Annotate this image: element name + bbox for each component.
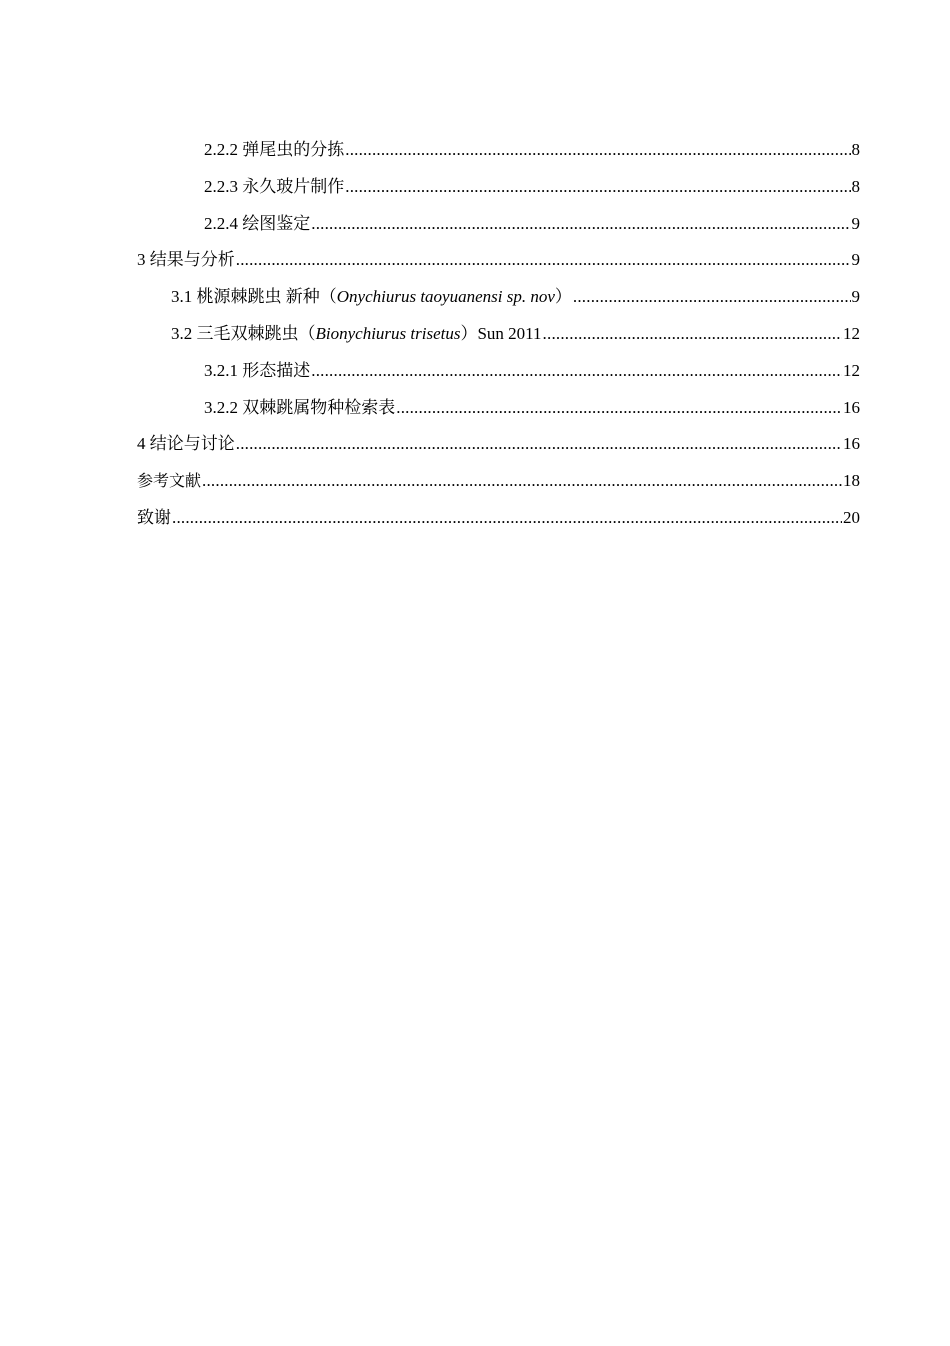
dot-leader (543, 320, 842, 348)
dot-leader (236, 430, 842, 458)
title-prefix: 3.2 三毛双棘跳虫（ (171, 323, 316, 343)
toc-entry-title: 4 结论与讨论 (137, 434, 235, 454)
toc-entry-title: 2.2.4 绘图鉴定 (204, 213, 311, 233)
toc-entry-page: 8 (851, 176, 860, 196)
toc-entry-3-2-1[interactable] (137, 357, 860, 394)
dot-leader (311, 210, 850, 238)
toc-entry-title: 3.2.2 双棘跳属物种检索表 (204, 397, 396, 417)
dot-leader (236, 246, 851, 274)
toc-entry-title: 3.2.1 形态描述 (204, 360, 311, 380)
toc-entry-page: 12 (843, 360, 860, 380)
toc-entry-title: 2.2.2 弹尾虫的分拣 (204, 140, 345, 159)
toc-entry-page: 16 (843, 434, 860, 454)
toc-entry-title (171, 320, 542, 348)
toc-entry-3-2[interactable] (137, 320, 860, 357)
toc-entry-2-2-4[interactable] (137, 210, 860, 247)
title-suffix: ）Sun 2011 (460, 323, 542, 343)
toc-entry-3-1[interactable] (137, 283, 860, 320)
toc-entry-acknowledgements[interactable] (137, 504, 860, 541)
toc-entry-2-2-3[interactable] (137, 173, 860, 210)
toc-entry-3[interactable] (137, 246, 860, 283)
toc-entry-title: 致谢 (137, 507, 171, 527)
title-suffix: ） (554, 287, 572, 307)
dot-leader (345, 173, 850, 201)
toc-entry-page: 8 (851, 140, 860, 159)
table-of-contents (137, 136, 860, 541)
toc-entry-page: 9 (851, 287, 860, 307)
toc-entry-references[interactable] (137, 467, 860, 504)
toc-entry-page: 12 (843, 323, 860, 343)
toc-entry-page: 9 (851, 213, 860, 233)
toc-entry-page: 18 (843, 471, 860, 491)
dot-leader (573, 283, 851, 311)
toc-entry-title: 参考文献 (137, 471, 202, 491)
dot-leader (311, 357, 842, 385)
dot-leader (396, 394, 842, 422)
dot-leader (202, 467, 842, 495)
species-name-italic: Bionychiurus trisetus (315, 323, 461, 343)
title-prefix: 3.1 桃源棘跳虫 新种（ (171, 287, 337, 307)
dot-leader (345, 136, 850, 164)
toc-entry-2-2-2[interactable] (137, 136, 860, 173)
toc-entry-title (171, 283, 572, 311)
toc-entry-3-2-2[interactable] (137, 394, 860, 431)
toc-entry-page: 9 (851, 250, 860, 270)
toc-entry-page: 16 (843, 397, 860, 417)
dot-leader (172, 504, 842, 532)
toc-entry-title: 2.2.3 永久玻片制作 (204, 176, 345, 196)
toc-entry-title: 3 结果与分析 (137, 250, 235, 270)
toc-entry-4[interactable] (137, 430, 860, 467)
toc-entry-page: 20 (843, 507, 860, 527)
species-name-italic: Onychiurus taoyuanensi sp. nov (336, 287, 555, 307)
